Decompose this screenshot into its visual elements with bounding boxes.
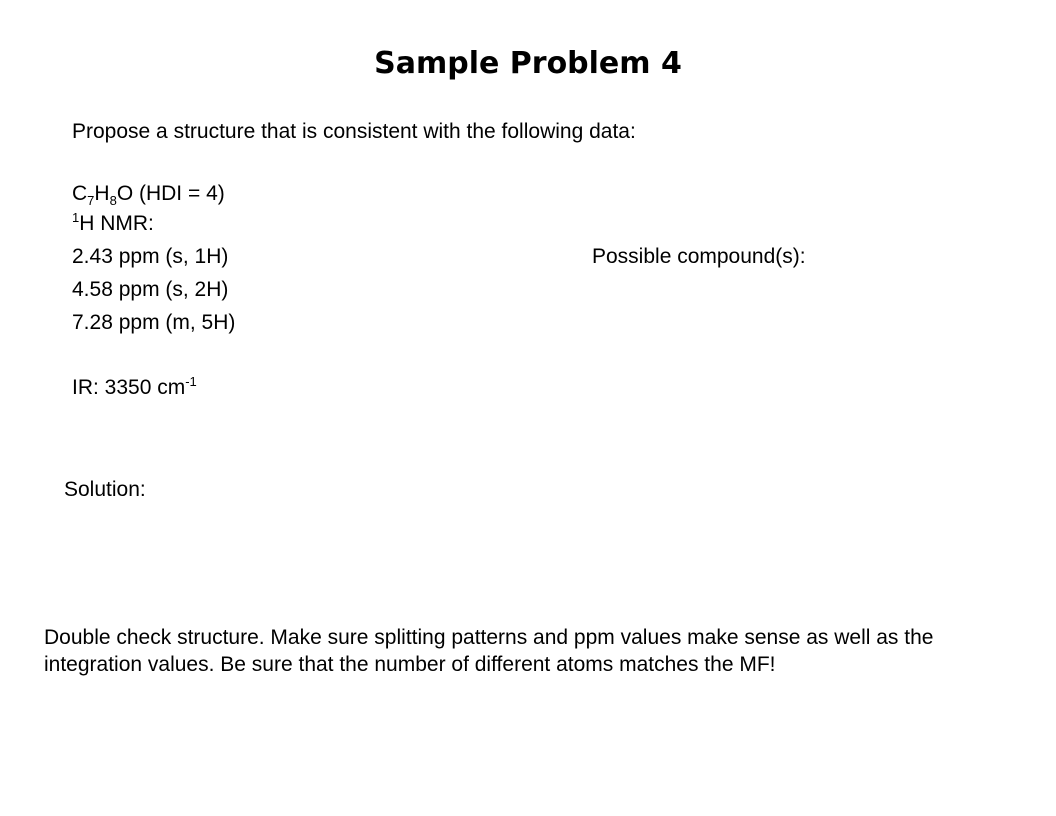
formula-rest: O (HDI = 4) [116,182,225,205]
ir-data [72,375,197,401]
nmr-peak-1: 2.43 ppm (s, 1H) [72,245,229,268]
nmr-header-label: H NMR: [79,212,154,235]
ir-unit-exponent: -1 [185,374,197,389]
molecular-formula [72,181,225,207]
formula-carbon-count: 7 [87,193,95,208]
nmr-peak-3: 7.28 ppm (m, 5H) [72,311,236,334]
formula-hydrogen: H [94,182,110,205]
formula-hydrogen-count: 8 [109,193,117,208]
solution-label: Solution: [64,478,146,501]
nmr-header-isotope: 1 [72,210,80,225]
formula-carbon: C [72,182,88,205]
ir-text: IR: 3350 cm [72,376,186,399]
possible-compounds-label: Possible compound(s): [592,245,806,268]
nmr-header [72,211,154,237]
nmr-peak-2: 4.58 ppm (s, 2H) [72,278,229,301]
page-title: Sample Problem 4 [374,46,682,81]
double-check-note: Double check structure. Make sure splitting patterns and ppm values make sense as well as the integration values. Be sure that the number of different atoms matches the MF! [44,626,934,676]
problem-prompt: Propose a structure that is consistent with the following data: [72,120,636,143]
